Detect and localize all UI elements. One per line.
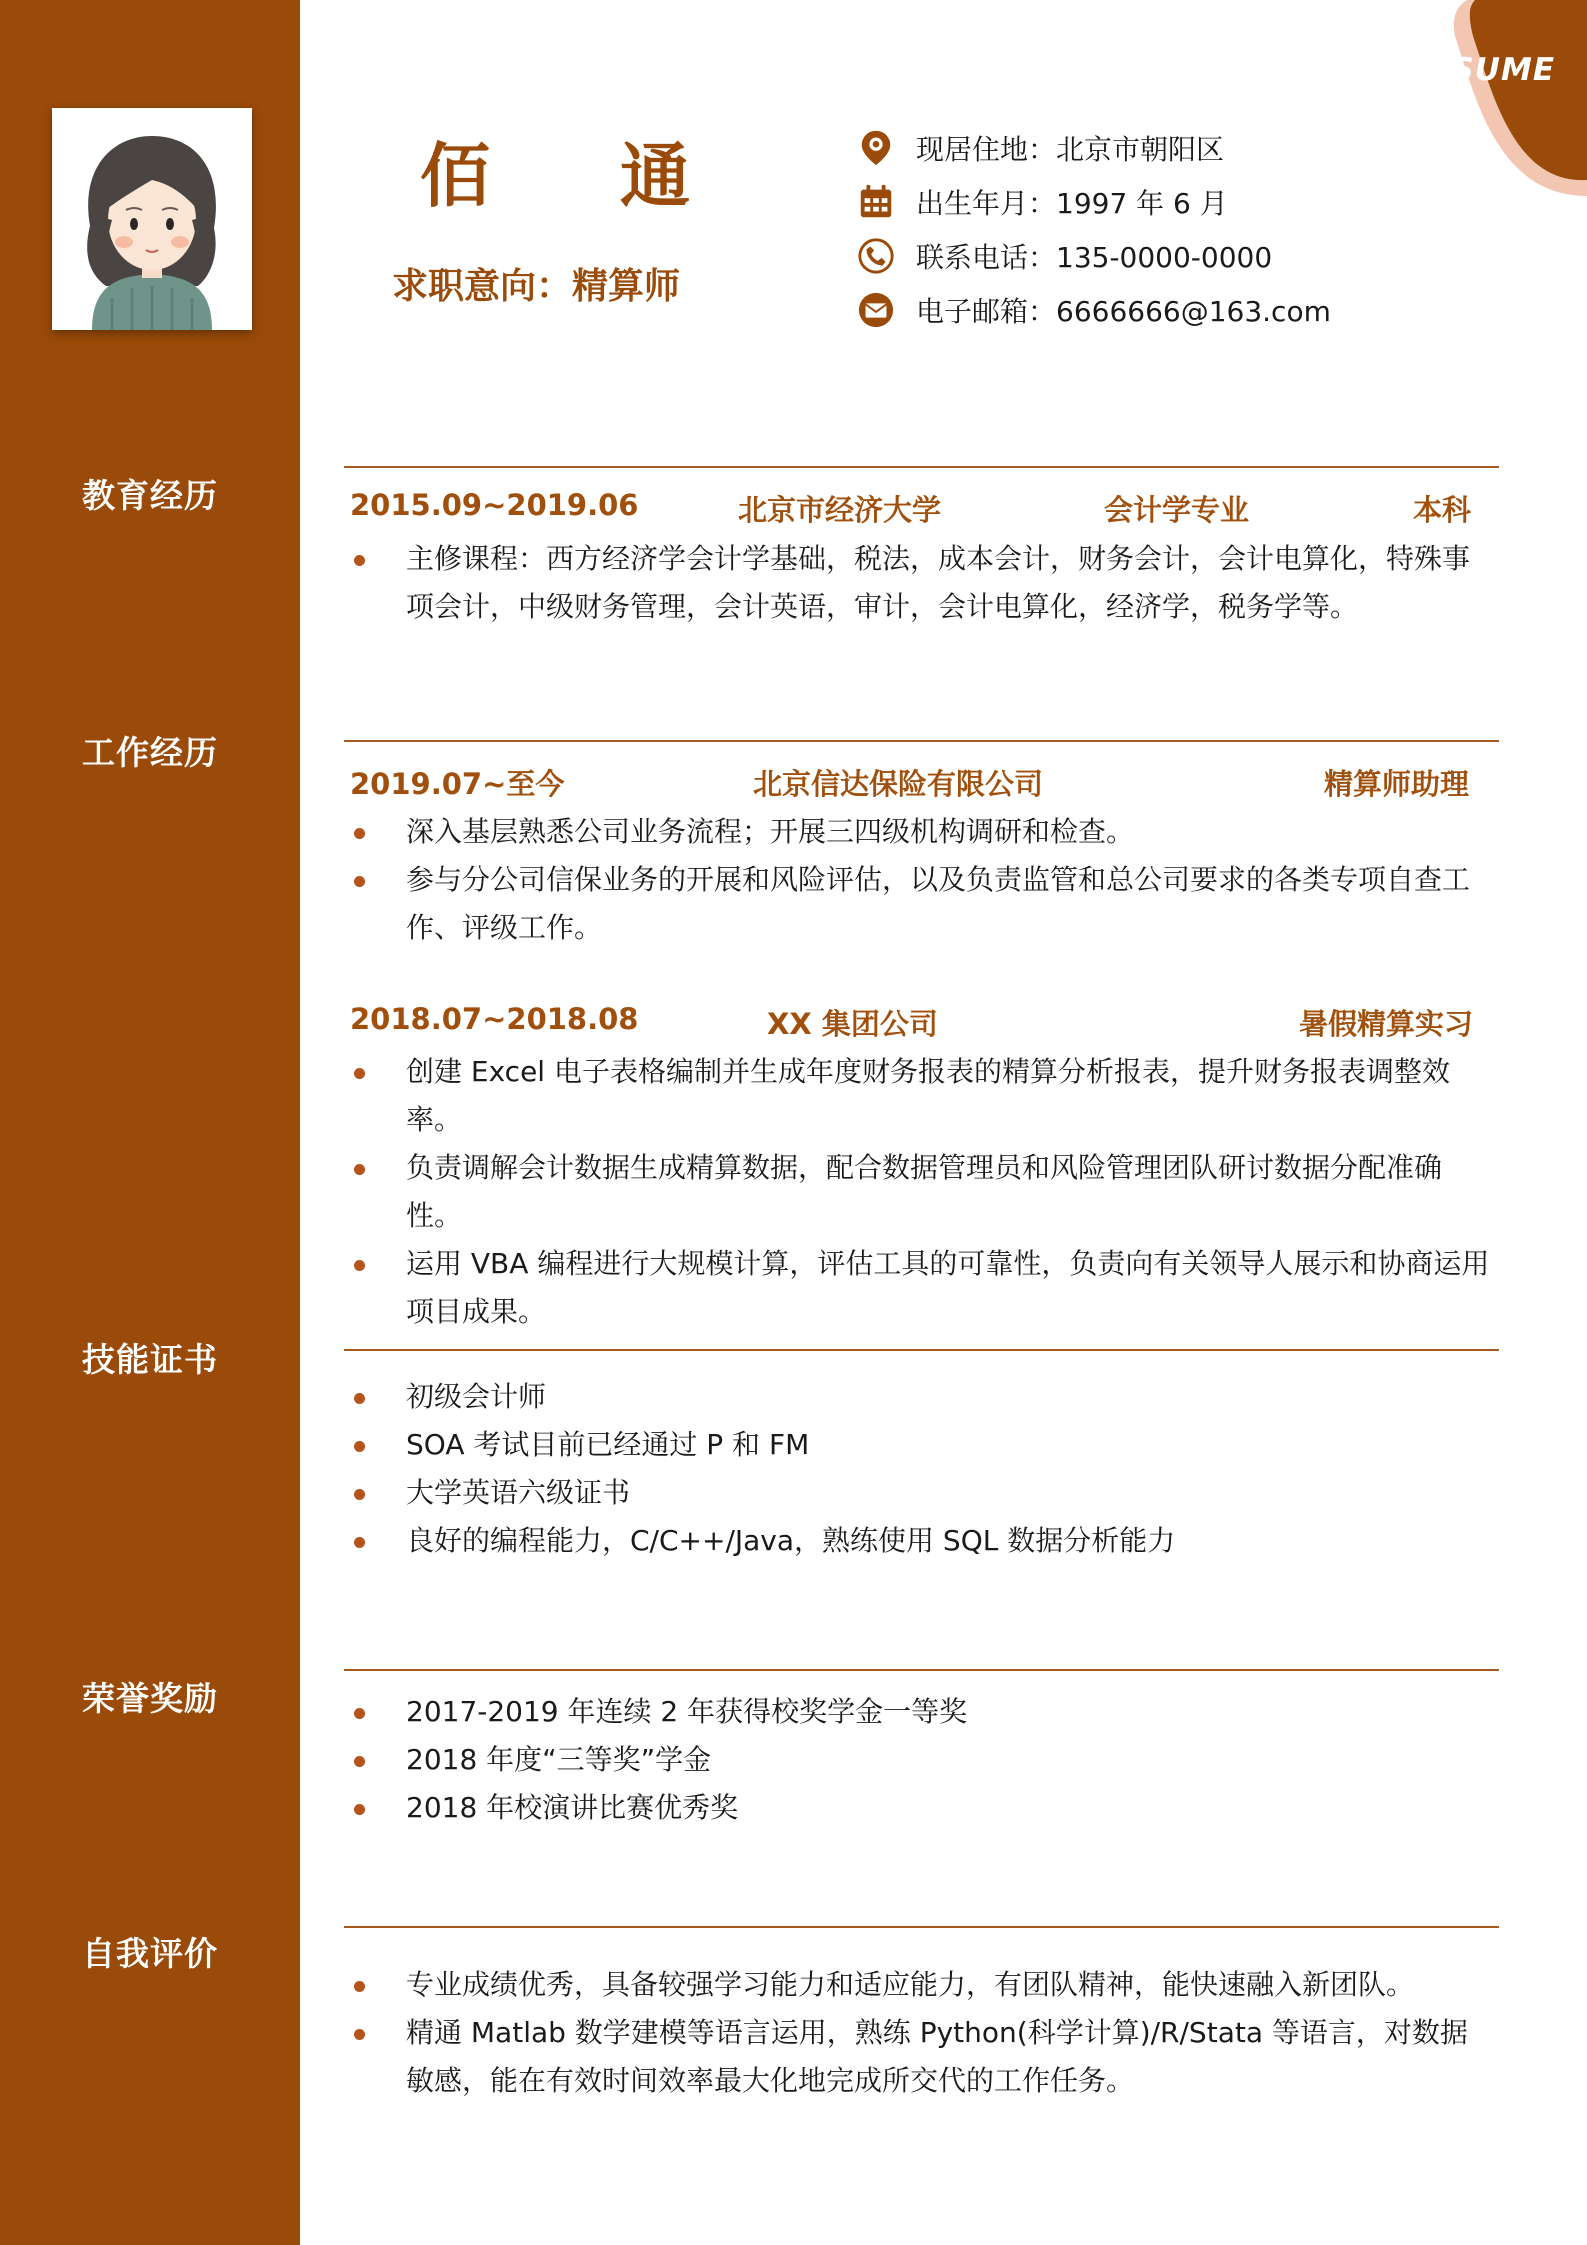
sidebar [0, 0, 300, 2245]
list-item: SOA 考试目前已经通过 P 和 FM [350, 1421, 1490, 1469]
work-1-company: 北京信达保险有限公司 [753, 767, 1044, 801]
contact-birth [856, 180, 1228, 224]
education-school: 北京市经济大学 [738, 493, 942, 527]
education-bullets [350, 535, 1490, 631]
name-char-1: 佰 [420, 135, 490, 217]
skills-bullets [350, 1373, 1490, 1565]
section-title-self: 自我评价 [82, 1934, 218, 1973]
contact-phone-text: 联系电话：135-0000-0000 [916, 241, 1273, 274]
work-1-bullets [350, 808, 1490, 952]
contact-phone [856, 234, 1272, 278]
list-item: 参与分公司信保业务的开展和风险评估，以及负责监管和总公司要求的各类专项自查工作、评级工作。 [350, 856, 1490, 952]
section-title-work: 工作经历 [82, 733, 218, 772]
education-degree: 本科 [1413, 493, 1472, 527]
list-item: 2017-2019 年连续 2 年获得校奖学金一等奖 [350, 1688, 1490, 1736]
section-title-skills: 技能证书 [82, 1340, 218, 1379]
work-2-bullets [350, 1048, 1490, 1336]
resume-corner-badge [1347, 0, 1587, 200]
self-bullets [350, 1961, 1490, 2105]
contact-birth-text: 出生年月：1997 年 6 月 [916, 187, 1228, 220]
section-title-education: 教育经历 [82, 476, 218, 515]
calendar-icon [856, 182, 896, 222]
resume-label: RESUME [1404, 52, 1555, 88]
phone-icon [856, 236, 896, 276]
job-intent: 求职意向：精算师 [392, 266, 681, 307]
list-item: 运用 VBA 编程进行大规模计算，评估工具的可靠性，负责向有关领导人展示和协商运用项目成果。 [350, 1240, 1490, 1336]
divider-honors [344, 1669, 1499, 1671]
avatar [52, 108, 252, 330]
education-entry-header [350, 488, 1470, 532]
education-major: 会计学专业 [1104, 493, 1250, 527]
divider-self [344, 1926, 1499, 1928]
work-entry-1-header [350, 762, 1470, 806]
divider-work [344, 740, 1499, 742]
list-item: 2018 年校演讲比赛优秀奖 [350, 1784, 1490, 1832]
contact-location [856, 126, 1224, 170]
list-item: 良好的编程能力，C/C++/Java，熟练使用 SQL 数据分析能力 [350, 1517, 1490, 1565]
list-item: 专业成绩优秀，具备较强学习能力和适应能力，有团队精神，能快速融入新团队。 [350, 1961, 1490, 2009]
list-item: 初级会计师 [350, 1373, 1490, 1421]
work-2-role: 暑假精算实习 [1299, 1007, 1474, 1041]
contact-email [856, 288, 1331, 332]
work-2-date: 2018.07~2018.08 [350, 1002, 639, 1036]
email-icon [856, 290, 896, 330]
list-item: 主修课程：西方经济学会计学基础，税法，成本会计，财务会计，会计电算化，特殊事项会计，中级财务管理，会计英语，审计，会计电算化，经济学，税务学等。 [350, 535, 1490, 631]
list-item: 创建 Excel 电子表格编制并生成年度财务报表的精算分析报表，提升财务报表调整效率。 [350, 1048, 1490, 1144]
list-item: 大学英语六级证书 [350, 1469, 1490, 1517]
contact-email-text: 电子邮箱：6666666@163.com [916, 295, 1331, 328]
work-1-date: 2019.07~至今 [350, 767, 565, 801]
candidate-name [420, 136, 690, 216]
work-2-company: XX 集团公司 [767, 1007, 938, 1041]
list-item: 2018 年度“三等奖”学金 [350, 1736, 1490, 1784]
work-1-role: 精算师助理 [1324, 767, 1470, 801]
section-title-honors: 荣誉奖励 [82, 1679, 218, 1718]
divider-education [344, 466, 1499, 468]
work-entry-2-header [350, 1002, 1474, 1046]
location-pin-icon [856, 128, 896, 168]
list-item: 深入基层熟悉公司业务流程；开展三四级机构调研和检查。 [350, 808, 1490, 856]
honors-bullets [350, 1688, 1490, 1832]
list-item: 精通 Matlab 数学建模等语言运用，熟练 Python(科学计算)/R/Stata 等语言，对数据敏感，能在有效时间效率最大化地完成所交代的工作任务。 [350, 2009, 1490, 2105]
divider-skills [344, 1349, 1499, 1351]
list-item: 负责调解会计数据生成精算数据，配合数据管理员和风险管理团队研讨数据分配准确性。 [350, 1144, 1490, 1240]
name-char-2: 通 [620, 135, 690, 217]
contact-location-text: 现居住地：北京市朝阳区 [916, 133, 1225, 166]
education-date: 2015.09~2019.06 [350, 488, 639, 522]
